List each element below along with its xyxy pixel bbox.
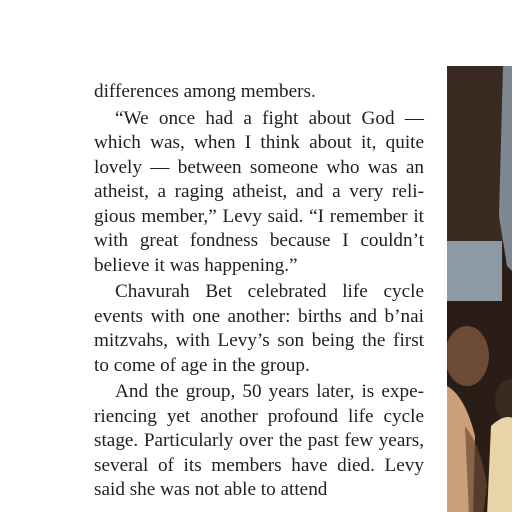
paragraph-1: differences among members.: [94, 81, 316, 102]
photo-wall-panel: [447, 241, 502, 301]
article-photo: [447, 66, 512, 512]
article-column: [94, 80, 424, 505]
paragraph-4: And the group, 50 years later, is experiencing yet another profound life cycle stage. Particularly over the past few years, several of its members have died. Levy said she was not able to attend: [94, 381, 424, 500]
photo-figure-head: [447, 326, 489, 386]
paragraph-3: Chavurah Bet celebrated life cycle events with one another: births and b’nai mitzvahs, with Levy’s son being the first to come of age in the group.: [94, 281, 424, 376]
paragraph-2: “We once had a fight about God — which was, when I think about it, quite lovely — between someone who was an atheist, a raging atheist, and a very religious member,” Levy said. “I remember it with great fondness because I couldn’t believe it was happening.”: [94, 107, 424, 276]
photo-upper-dark: [447, 66, 503, 246]
photo-illustration: [447, 66, 512, 512]
